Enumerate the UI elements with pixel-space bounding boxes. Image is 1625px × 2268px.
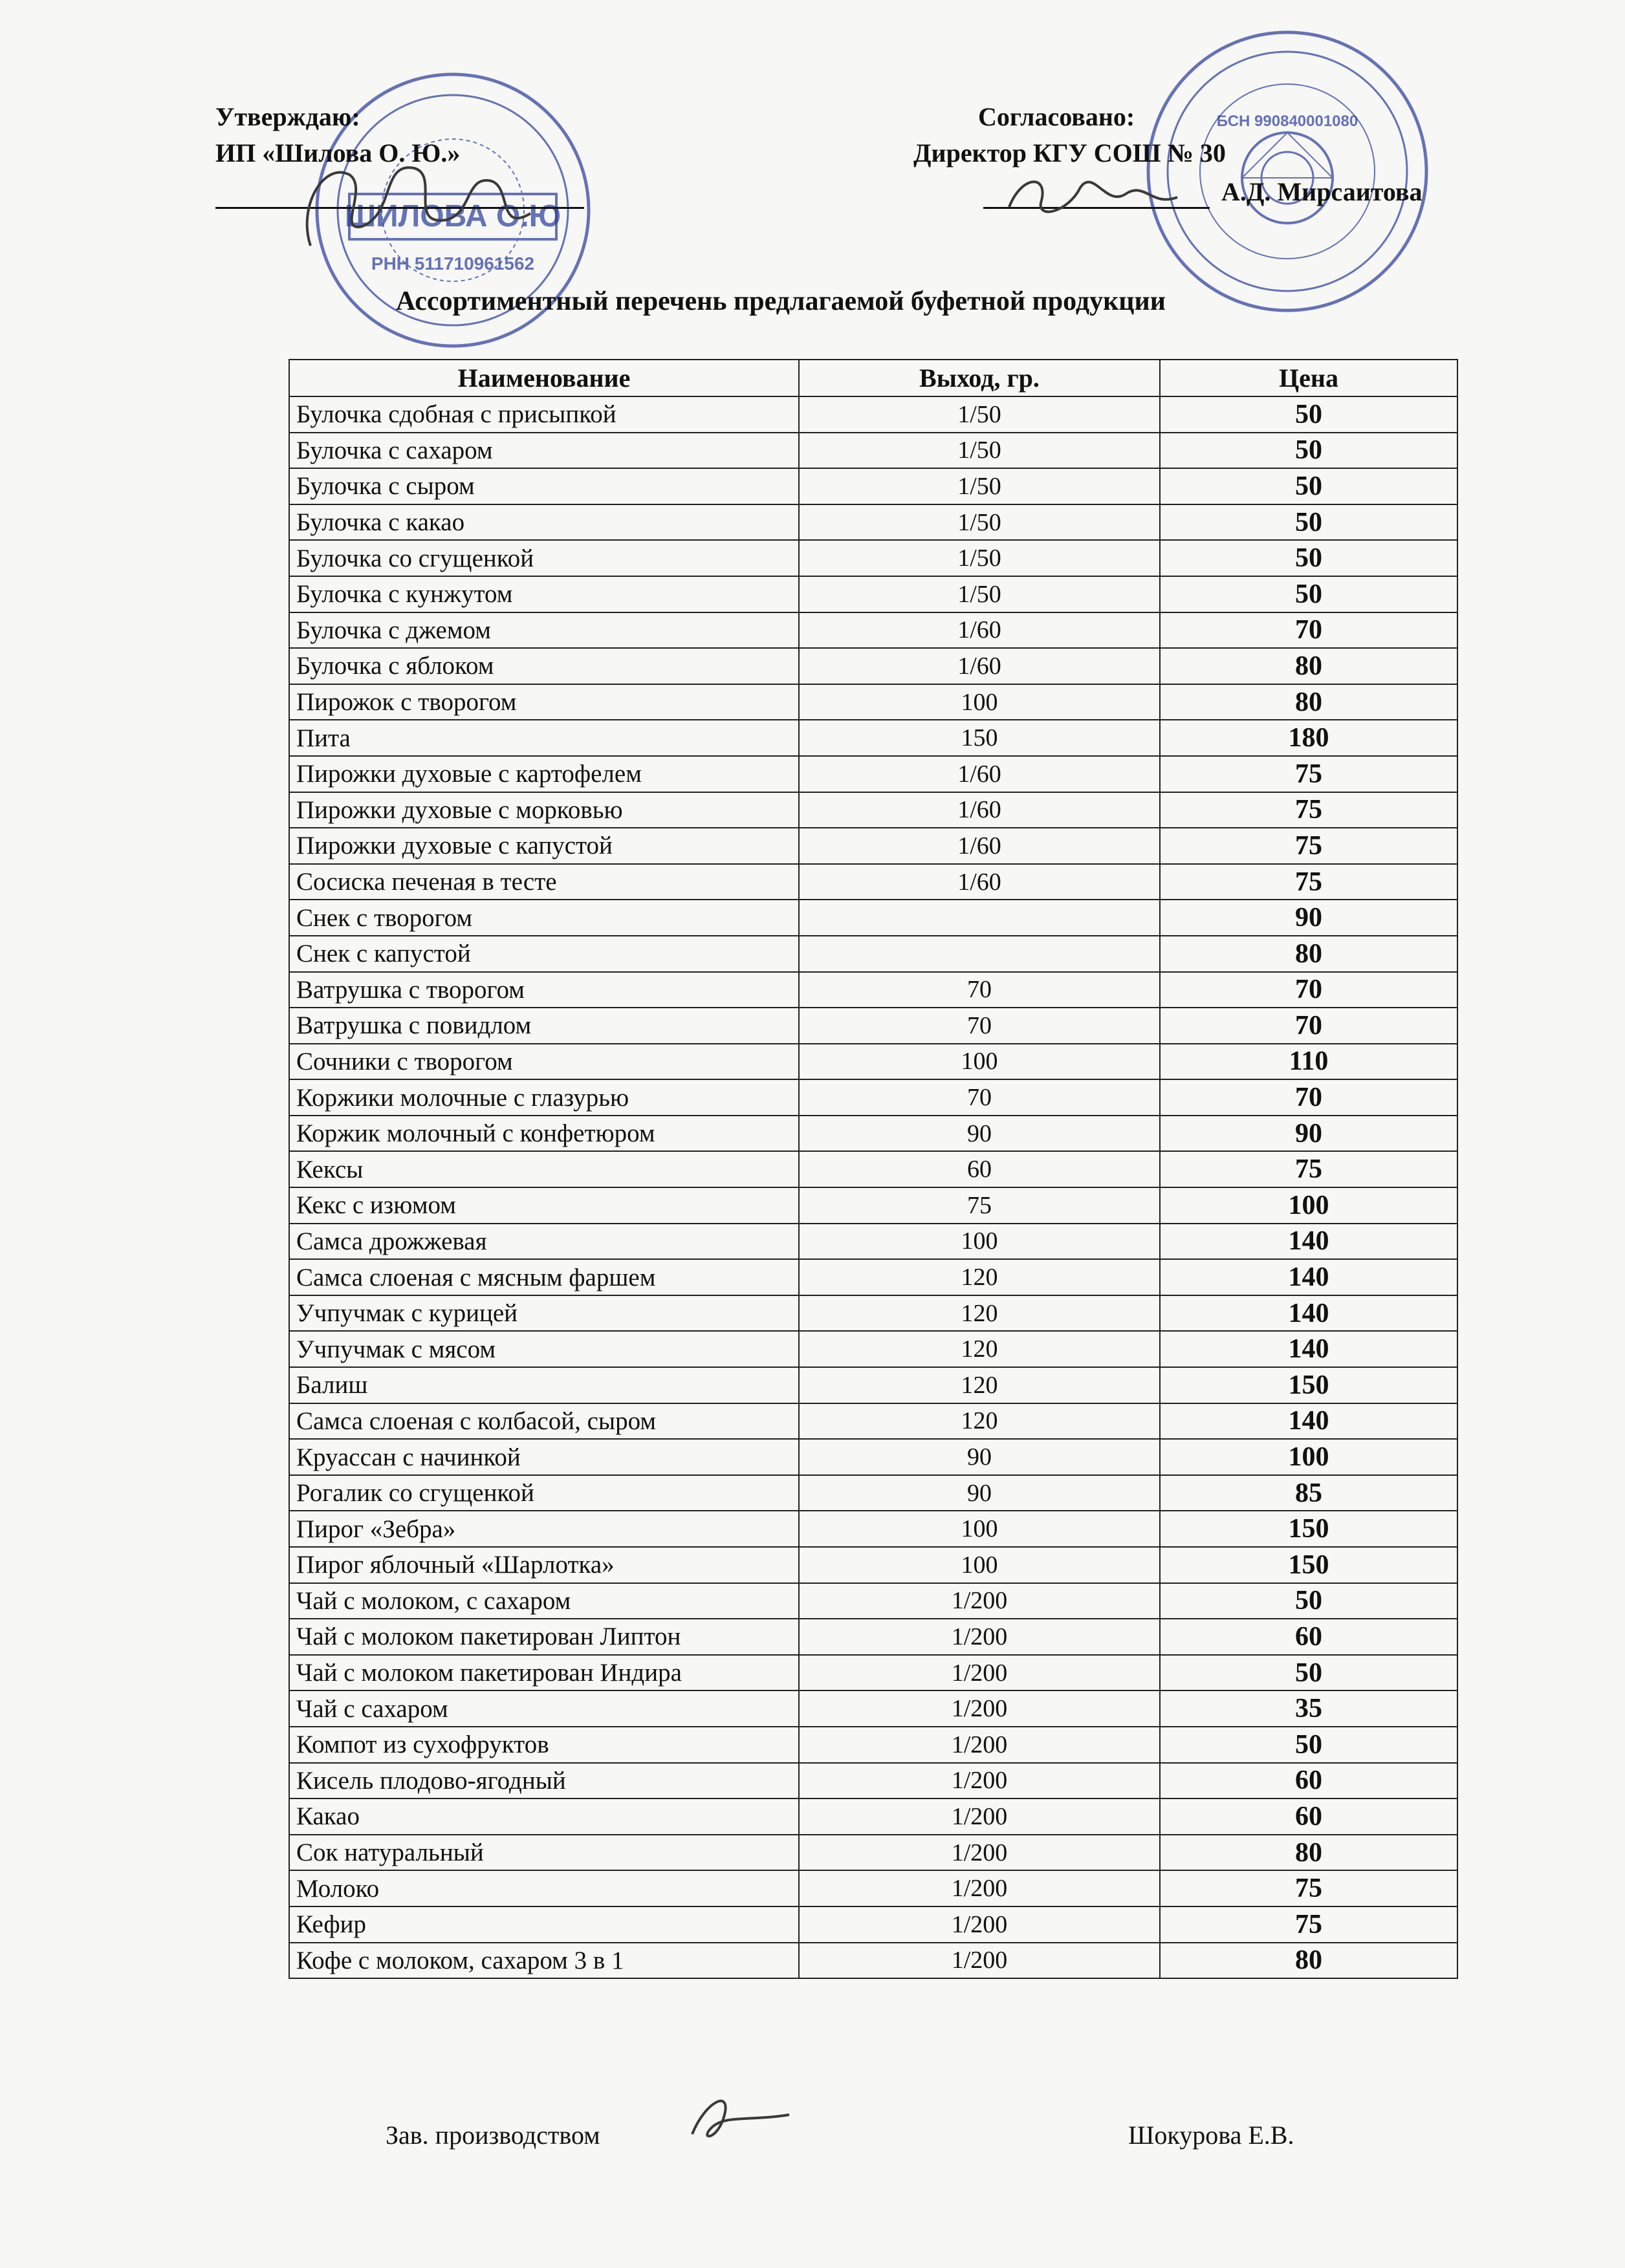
item-output-cell: 1/200 <box>799 1798 1160 1835</box>
table-row <box>289 540 1457 576</box>
item-output-cell <box>799 900 1160 936</box>
item-price-cell: 50 <box>1160 396 1457 433</box>
item-name-cell: Пирожки духовые с картофелем <box>289 756 799 792</box>
table-row <box>289 1943 1457 1979</box>
item-output-cell: 1/50 <box>799 468 1160 504</box>
item-name-cell: Ватрушка с творогом <box>289 972 799 1008</box>
item-price-cell: 80 <box>1160 936 1457 972</box>
item-output-cell: 1/200 <box>799 1583 1160 1619</box>
item-price-cell: 75 <box>1160 1906 1457 1943</box>
item-output-cell: 120 <box>799 1403 1160 1440</box>
item-output-cell: 100 <box>799 1547 1160 1583</box>
item-output-cell: 1/60 <box>799 864 1160 900</box>
item-name-cell: Коржики молочные с глазурью <box>289 1079 799 1116</box>
item-name-cell: Самса слоеная с мясным фаршем <box>289 1259 799 1295</box>
item-output-cell: 1/50 <box>799 504 1160 541</box>
item-price-cell: 90 <box>1160 900 1457 936</box>
table-row <box>289 792 1457 828</box>
item-price-cell: 50 <box>1160 1727 1457 1763</box>
item-name-cell: Учпучмак с мясом <box>289 1331 799 1367</box>
item-name-cell: Пирог яблочный «Шарлотка» <box>289 1547 799 1583</box>
item-name-cell: Снек с капустой <box>289 936 799 972</box>
item-name-cell: Чай с молоком, с сахаром <box>289 1583 799 1619</box>
item-price-cell: 75 <box>1160 864 1457 900</box>
item-price-cell: 140 <box>1160 1295 1457 1332</box>
item-price-cell: 70 <box>1160 1079 1457 1116</box>
table-row <box>289 648 1457 684</box>
item-name-cell: Снек с творогом <box>289 900 799 936</box>
item-output-cell: 1/60 <box>799 792 1160 828</box>
item-price-cell: 80 <box>1160 1943 1457 1979</box>
table-row <box>289 1655 1457 1691</box>
table-row <box>289 1835 1457 1871</box>
item-output-cell: 1/50 <box>799 433 1160 469</box>
table-row <box>289 1187 1457 1224</box>
item-name-cell: Пирог «Зебра» <box>289 1511 799 1547</box>
table-row <box>289 1439 1457 1475</box>
seal-name-text: ШИЛОВА О.Ю <box>344 199 562 233</box>
item-name-cell: Кексы <box>289 1151 799 1187</box>
footer-position: Зав. производством <box>386 2121 600 2150</box>
item-price-cell: 60 <box>1160 1619 1457 1655</box>
item-name-cell: Учпучмак с курицей <box>289 1295 799 1332</box>
table-row <box>289 1870 1457 1906</box>
item-name-cell: Пирожки духовые с морковью <box>289 792 799 828</box>
column-header-output: Выход, гр. <box>799 360 1160 396</box>
item-output-cell: 100 <box>799 684 1160 720</box>
item-output-cell: 60 <box>799 1151 1160 1187</box>
item-name-cell: Булочка с сыром <box>289 468 799 504</box>
column-header-price: Цена <box>1160 360 1457 396</box>
table-row <box>289 756 1457 792</box>
table-row <box>289 468 1457 504</box>
item-price-cell: 90 <box>1160 1116 1457 1152</box>
item-price-cell: 80 <box>1160 648 1457 684</box>
seal-id-text: БСН 990840001080 <box>1216 113 1358 130</box>
item-name-cell: Чай с сахаром <box>289 1690 799 1727</box>
item-price-cell: 75 <box>1160 1151 1457 1187</box>
item-output-cell: 1/50 <box>799 576 1160 612</box>
item-name-cell: Булочка сдобная с присыпкой <box>289 396 799 433</box>
item-price-cell: 140 <box>1160 1224 1457 1260</box>
item-name-cell: Булочка с сахаром <box>289 433 799 469</box>
item-price-cell: 150 <box>1160 1367 1457 1403</box>
table-row <box>289 1906 1457 1943</box>
item-price-cell: 75 <box>1160 792 1457 828</box>
item-price-cell: 75 <box>1160 828 1457 864</box>
signature-right <box>996 162 1203 226</box>
item-price-cell: 50 <box>1160 540 1457 576</box>
menu-table <box>289 359 1458 1979</box>
item-price-cell: 60 <box>1160 1798 1457 1835</box>
table-row <box>289 1763 1457 1799</box>
item-price-cell: 35 <box>1160 1690 1457 1727</box>
item-output-cell: 90 <box>799 1475 1160 1511</box>
item-price-cell: 80 <box>1160 1835 1457 1871</box>
item-name-cell: Ватрушка с повидлом <box>289 1008 799 1044</box>
table-row <box>289 504 1457 541</box>
item-output-cell: 120 <box>799 1295 1160 1332</box>
item-price-cell: 75 <box>1160 1870 1457 1906</box>
item-name-cell: Сочники с творогом <box>289 1044 799 1080</box>
approval-right-line1: Согласовано: <box>978 102 1135 131</box>
item-price-cell: 100 <box>1160 1187 1457 1224</box>
item-price-cell: 150 <box>1160 1511 1457 1547</box>
item-output-cell: 120 <box>799 1367 1160 1403</box>
item-name-cell: Компот из сухофруктов <box>289 1727 799 1763</box>
item-price-cell: 80 <box>1160 684 1457 720</box>
item-name-cell: Булочка с яблоком <box>289 648 799 684</box>
table-row <box>289 1583 1457 1619</box>
signature-left <box>272 136 543 265</box>
item-output-cell: 1/200 <box>799 1906 1160 1943</box>
approval-right-line3: А.Д. Мирсаитова <box>1221 177 1423 206</box>
item-name-cell: Булочка с джемом <box>289 612 799 649</box>
table-row <box>289 396 1457 433</box>
item-output-cell: 120 <box>799 1259 1160 1295</box>
table-row <box>289 1331 1457 1367</box>
item-name-cell: Кофе с молоком, сахаром 3 в 1 <box>289 1943 799 1979</box>
item-name-cell: Какао <box>289 1798 799 1835</box>
column-header-name: Наименование <box>289 360 799 396</box>
approval-right-line2: Директор КГУ СОШ № 30 <box>913 138 1226 167</box>
signature-footer <box>673 2082 802 2154</box>
item-name-cell: Кисель плодово-ягодный <box>289 1763 799 1799</box>
document-title: Ассортиментный перечень предлагаемой буфетной продукции <box>396 286 1166 316</box>
item-output-cell: 1/200 <box>799 1690 1160 1727</box>
item-output-cell: 1/200 <box>799 1727 1160 1763</box>
item-price-cell: 75 <box>1160 756 1457 792</box>
item-price-cell: 70 <box>1160 972 1457 1008</box>
item-price-cell: 50 <box>1160 468 1457 504</box>
item-price-cell: 60 <box>1160 1763 1457 1799</box>
table-row <box>289 1224 1457 1260</box>
item-output-cell <box>799 936 1160 972</box>
item-output-cell: 1/60 <box>799 756 1160 792</box>
item-name-cell: Булочка со сгущенкой <box>289 540 799 576</box>
table-row <box>289 972 1457 1008</box>
item-output-cell: 90 <box>799 1116 1160 1152</box>
table-row <box>289 1547 1457 1583</box>
item-price-cell: 150 <box>1160 1547 1457 1583</box>
item-name-cell: Молоко <box>289 1870 799 1906</box>
table-row <box>289 1475 1457 1511</box>
item-output-cell: 1/60 <box>799 648 1160 684</box>
item-output-cell: 1/200 <box>799 1619 1160 1655</box>
item-output-cell: 1/60 <box>799 828 1160 864</box>
item-price-cell: 85 <box>1160 1475 1457 1511</box>
table-row <box>289 864 1457 900</box>
item-price-cell: 50 <box>1160 1583 1457 1619</box>
item-output-cell: 90 <box>799 1439 1160 1475</box>
item-output-cell: 75 <box>799 1187 1160 1224</box>
item-output-cell: 100 <box>799 1511 1160 1547</box>
table-row <box>289 1151 1457 1187</box>
item-name-cell: Балиш <box>289 1367 799 1403</box>
item-price-cell: 140 <box>1160 1331 1457 1367</box>
item-price-cell: 50 <box>1160 504 1457 541</box>
item-price-cell: 100 <box>1160 1439 1457 1475</box>
item-output-cell: 70 <box>799 1008 1160 1044</box>
table-row <box>289 1079 1457 1116</box>
table-row <box>289 576 1457 612</box>
seal-id-text: РНН 511710961562 <box>371 254 535 274</box>
item-name-cell: Коржик молочный с конфетюром <box>289 1116 799 1152</box>
item-output-cell: 100 <box>799 1224 1160 1260</box>
item-name-cell: Кефир <box>289 1906 799 1943</box>
table-row <box>289 1690 1457 1727</box>
item-name-cell: Кекс с изюмом <box>289 1187 799 1224</box>
item-price-cell: 50 <box>1160 576 1457 612</box>
item-price-cell: 140 <box>1160 1403 1457 1440</box>
item-output-cell: 150 <box>799 720 1160 756</box>
item-output-cell: 1/200 <box>799 1943 1160 1979</box>
table-row <box>289 1619 1457 1655</box>
table-row <box>289 1008 1457 1044</box>
item-name-cell: Круассан с начинкой <box>289 1439 799 1475</box>
table-row <box>289 1259 1457 1295</box>
table-row <box>289 433 1457 469</box>
table-row <box>289 1403 1457 1440</box>
table-row <box>289 828 1457 864</box>
item-output-cell: 100 <box>799 1044 1160 1080</box>
approval-left-line2: ИП «Шилова О. Ю.» <box>215 138 461 167</box>
item-price-cell: 50 <box>1160 1655 1457 1691</box>
item-price-cell: 70 <box>1160 612 1457 649</box>
item-price-cell: 50 <box>1160 433 1457 469</box>
table-row <box>289 1116 1457 1152</box>
item-output-cell: 70 <box>799 972 1160 1008</box>
table-row <box>289 1511 1457 1547</box>
item-name-cell: Самса слоеная с колбасой, сыром <box>289 1403 799 1440</box>
table-row <box>289 936 1457 972</box>
item-price-cell: 180 <box>1160 720 1457 756</box>
table-row <box>289 1044 1457 1080</box>
item-name-cell: Сосиска печеная в тесте <box>289 864 799 900</box>
table-row <box>289 612 1457 649</box>
item-output-cell: 1/60 <box>799 612 1160 649</box>
table-header-row <box>289 360 1457 396</box>
item-output-cell: 1/200 <box>799 1655 1160 1691</box>
item-output-cell: 70 <box>799 1079 1160 1116</box>
item-output-cell: 1/50 <box>799 540 1160 576</box>
table-row <box>289 900 1457 936</box>
item-price-cell: 140 <box>1160 1259 1457 1295</box>
table-row <box>289 1727 1457 1763</box>
item-price-cell: 70 <box>1160 1008 1457 1044</box>
item-output-cell: 1/200 <box>799 1763 1160 1799</box>
table-row <box>289 1367 1457 1403</box>
item-output-cell: 1/50 <box>799 396 1160 433</box>
item-name-cell: Рогалик со сгущенкой <box>289 1475 799 1511</box>
table-row <box>289 684 1457 720</box>
item-name-cell: Сок натуральный <box>289 1835 799 1871</box>
item-name-cell: Пита <box>289 720 799 756</box>
item-name-cell: Чай с молоком пакетирован Индира <box>289 1655 799 1691</box>
item-name-cell: Пирожок с творогом <box>289 684 799 720</box>
item-name-cell: Пирожки духовые с капустой <box>289 828 799 864</box>
approval-left-line1: Утверждаю: <box>215 102 360 131</box>
table-row <box>289 1798 1457 1835</box>
footer-name: Шокурова Е.В. <box>1128 2121 1294 2150</box>
item-name-cell: Булочка с кунжутом <box>289 576 799 612</box>
table-row <box>289 720 1457 756</box>
item-output-cell: 120 <box>799 1331 1160 1367</box>
item-name-cell: Булочка с какао <box>289 504 799 541</box>
item-price-cell: 110 <box>1160 1044 1457 1080</box>
item-name-cell: Самса дрожжевая <box>289 1224 799 1260</box>
item-output-cell: 1/200 <box>799 1835 1160 1871</box>
item-name-cell: Чай с молоком пакетирован Липтон <box>289 1619 799 1655</box>
table-row <box>289 1295 1457 1332</box>
item-output-cell: 1/200 <box>799 1870 1160 1906</box>
